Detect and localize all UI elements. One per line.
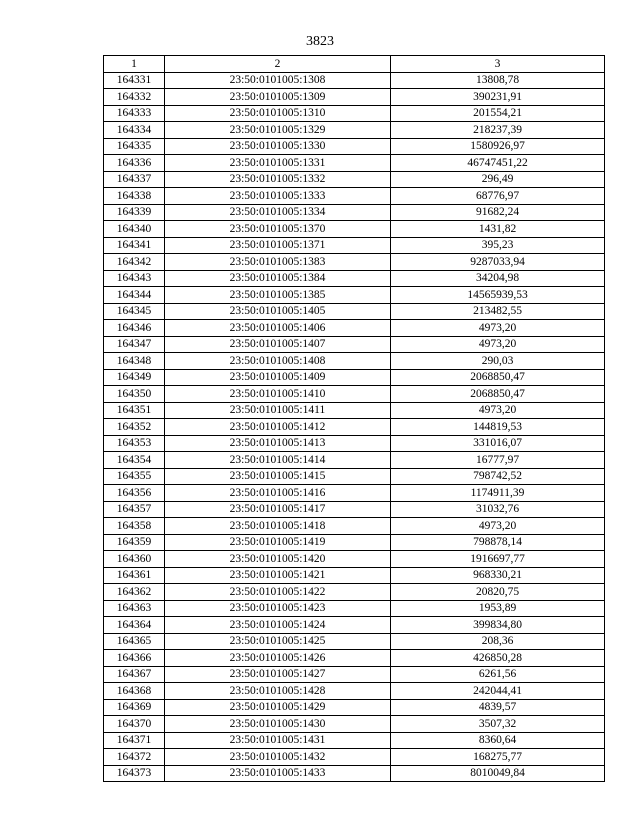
row-number-cell: 164367 [104, 666, 165, 683]
value-cell: 331016,07 [391, 435, 605, 452]
cadastral-number-cell: 23:50:0101005:1422 [165, 584, 391, 601]
value-cell: 8360,64 [391, 732, 605, 749]
table-row [104, 138, 605, 155]
row-number-cell: 164352 [104, 419, 165, 436]
value-cell: 8010049,84 [391, 765, 605, 782]
table-row [104, 402, 605, 419]
cadastral-number-cell: 23:50:0101005:1419 [165, 534, 391, 551]
row-number-cell: 164347 [104, 336, 165, 353]
table-row [104, 765, 605, 782]
table-row [104, 716, 605, 733]
value-cell: 390231,91 [391, 89, 605, 106]
row-number-cell: 164346 [104, 320, 165, 337]
value-cell: 1431,82 [391, 221, 605, 238]
cadastral-number-cell: 23:50:0101005:1405 [165, 303, 391, 320]
value-cell: 218237,39 [391, 122, 605, 139]
row-number-cell: 164373 [104, 765, 165, 782]
table-row [104, 320, 605, 337]
cadastral-number-cell: 23:50:0101005:1332 [165, 171, 391, 188]
value-cell: 2068850,47 [391, 386, 605, 403]
data-table [103, 55, 605, 782]
cadastral-number-cell: 23:50:0101005:1424 [165, 617, 391, 634]
value-cell: 4973,20 [391, 402, 605, 419]
row-number-cell: 164357 [104, 501, 165, 518]
row-number-cell: 164365 [104, 633, 165, 650]
value-cell: 6261,56 [391, 666, 605, 683]
value-cell: 34204,98 [391, 270, 605, 287]
table-row [104, 270, 605, 287]
value-cell: 91682,24 [391, 204, 605, 221]
table-row [104, 518, 605, 535]
table-row [104, 732, 605, 749]
value-cell: 3507,32 [391, 716, 605, 733]
value-cell: 798878,14 [391, 534, 605, 551]
cadastral-number-cell: 23:50:0101005:1421 [165, 567, 391, 584]
row-number-cell: 164353 [104, 435, 165, 452]
cadastral-number-cell: 23:50:0101005:1370 [165, 221, 391, 238]
table-row [104, 650, 605, 667]
column-header-2: 2 [165, 56, 391, 73]
row-number-cell: 164368 [104, 683, 165, 700]
value-cell: 4973,20 [391, 518, 605, 535]
value-cell: 4973,20 [391, 336, 605, 353]
row-number-cell: 164336 [104, 155, 165, 172]
row-number-cell: 164354 [104, 452, 165, 469]
table-row [104, 633, 605, 650]
row-number-cell: 164359 [104, 534, 165, 551]
row-number-cell: 164371 [104, 732, 165, 749]
cadastral-number-cell: 23:50:0101005:1383 [165, 254, 391, 271]
table-row [104, 419, 605, 436]
row-number-cell: 164333 [104, 105, 165, 122]
cadastral-number-cell: 23:50:0101005:1411 [165, 402, 391, 419]
cadastral-number-cell: 23:50:0101005:1408 [165, 353, 391, 370]
table-row [104, 171, 605, 188]
cadastral-number-cell: 23:50:0101005:1414 [165, 452, 391, 469]
table-row [104, 666, 605, 683]
row-number-cell: 164363 [104, 600, 165, 617]
table-row [104, 468, 605, 485]
table-row [104, 749, 605, 766]
cadastral-number-cell: 23:50:0101005:1418 [165, 518, 391, 535]
table-row [104, 452, 605, 469]
cadastral-number-cell: 23:50:0101005:1420 [165, 551, 391, 568]
row-number-cell: 164339 [104, 204, 165, 221]
value-cell: 2068850,47 [391, 369, 605, 386]
value-cell: 13808,78 [391, 72, 605, 89]
value-cell: 290,03 [391, 353, 605, 370]
value-cell: 1174911,39 [391, 485, 605, 502]
value-cell: 144819,53 [391, 419, 605, 436]
table-row [104, 485, 605, 502]
row-number-cell: 164332 [104, 89, 165, 106]
table-row [104, 155, 605, 172]
value-cell: 968330,21 [391, 567, 605, 584]
table-row [104, 72, 605, 89]
row-number-cell: 164335 [104, 138, 165, 155]
value-cell: 242044,41 [391, 683, 605, 700]
row-number-cell: 164366 [104, 650, 165, 667]
value-cell: 208,36 [391, 633, 605, 650]
row-number-cell: 164334 [104, 122, 165, 139]
table-row [104, 501, 605, 518]
value-cell: 213482,55 [391, 303, 605, 320]
table-row [104, 237, 605, 254]
cadastral-number-cell: 23:50:0101005:1330 [165, 138, 391, 155]
cadastral-number-cell: 23:50:0101005:1428 [165, 683, 391, 700]
table-row [104, 89, 605, 106]
cadastral-number-cell: 23:50:0101005:1432 [165, 749, 391, 766]
cadastral-number-cell: 23:50:0101005:1425 [165, 633, 391, 650]
row-number-cell: 164362 [104, 584, 165, 601]
value-cell: 4839,57 [391, 699, 605, 716]
cadastral-number-cell: 23:50:0101005:1433 [165, 765, 391, 782]
table-row [104, 303, 605, 320]
column-header-1: 1 [104, 56, 165, 73]
row-number-cell: 164348 [104, 353, 165, 370]
table-row [104, 551, 605, 568]
cadastral-number-cell: 23:50:0101005:1426 [165, 650, 391, 667]
cadastral-number-cell: 23:50:0101005:1333 [165, 188, 391, 205]
row-number-cell: 164349 [104, 369, 165, 386]
cadastral-number-cell: 23:50:0101005:1417 [165, 501, 391, 518]
table-row [104, 105, 605, 122]
cadastral-number-cell: 23:50:0101005:1431 [165, 732, 391, 749]
table-row [104, 287, 605, 304]
cadastral-number-cell: 23:50:0101005:1429 [165, 699, 391, 716]
row-number-cell: 164351 [104, 402, 165, 419]
value-cell: 399834,80 [391, 617, 605, 634]
value-cell: 1953,89 [391, 600, 605, 617]
value-cell: 168275,77 [391, 749, 605, 766]
table-row [104, 122, 605, 139]
value-cell: 395,23 [391, 237, 605, 254]
row-number-cell: 164340 [104, 221, 165, 238]
row-number-cell: 164361 [104, 567, 165, 584]
cadastral-number-cell: 23:50:0101005:1334 [165, 204, 391, 221]
row-number-cell: 164350 [104, 386, 165, 403]
row-number-cell: 164343 [104, 270, 165, 287]
cadastral-number-cell: 23:50:0101005:1329 [165, 122, 391, 139]
value-cell: 20820,75 [391, 584, 605, 601]
table-row [104, 254, 605, 271]
row-number-cell: 164344 [104, 287, 165, 304]
table-row [104, 336, 605, 353]
table-row [104, 353, 605, 370]
table-header [104, 56, 605, 73]
row-number-cell: 164356 [104, 485, 165, 502]
table-row [104, 435, 605, 452]
value-cell: 16777,97 [391, 452, 605, 469]
value-cell: 426850,28 [391, 650, 605, 667]
value-cell: 46747451,22 [391, 155, 605, 172]
table-row [104, 567, 605, 584]
cadastral-number-cell: 23:50:0101005:1413 [165, 435, 391, 452]
cadastral-number-cell: 23:50:0101005:1416 [165, 485, 391, 502]
row-number-cell: 164358 [104, 518, 165, 535]
cadastral-number-cell: 23:50:0101005:1412 [165, 419, 391, 436]
table-body [104, 72, 605, 782]
value-cell: 9287033,94 [391, 254, 605, 271]
value-cell: 31032,76 [391, 501, 605, 518]
table-row [104, 386, 605, 403]
cadastral-number-cell: 23:50:0101005:1331 [165, 155, 391, 172]
table-row [104, 369, 605, 386]
table-header-row [104, 56, 605, 73]
table-row [104, 683, 605, 700]
value-cell: 1916697,77 [391, 551, 605, 568]
row-number-cell: 164372 [104, 749, 165, 766]
value-cell: 798742,52 [391, 468, 605, 485]
cadastral-number-cell: 23:50:0101005:1423 [165, 600, 391, 617]
table-row [104, 600, 605, 617]
cadastral-number-cell: 23:50:0101005:1430 [165, 716, 391, 733]
value-cell: 296,49 [391, 171, 605, 188]
table-row [104, 584, 605, 601]
table-row [104, 221, 605, 238]
cadastral-number-cell: 23:50:0101005:1409 [165, 369, 391, 386]
cadastral-number-cell: 23:50:0101005:1385 [165, 287, 391, 304]
row-number-cell: 164341 [104, 237, 165, 254]
value-cell: 68776,97 [391, 188, 605, 205]
row-number-cell: 164342 [104, 254, 165, 271]
cadastral-number-cell: 23:50:0101005:1310 [165, 105, 391, 122]
cadastral-number-cell: 23:50:0101005:1427 [165, 666, 391, 683]
value-cell: 201554,21 [391, 105, 605, 122]
table-row [104, 617, 605, 634]
value-cell: 4973,20 [391, 320, 605, 337]
cadastral-number-cell: 23:50:0101005:1415 [165, 468, 391, 485]
column-header-3: 3 [391, 56, 605, 73]
table-row [104, 188, 605, 205]
row-number-cell: 164360 [104, 551, 165, 568]
row-number-cell: 164369 [104, 699, 165, 716]
row-number-cell: 164331 [104, 72, 165, 89]
cadastral-number-cell: 23:50:0101005:1371 [165, 237, 391, 254]
cadastral-number-cell: 23:50:0101005:1309 [165, 89, 391, 106]
row-number-cell: 164355 [104, 468, 165, 485]
row-number-cell: 164370 [104, 716, 165, 733]
page-number: 3823 [306, 34, 334, 49]
cadastral-number-cell: 23:50:0101005:1406 [165, 320, 391, 337]
table-row [104, 204, 605, 221]
row-number-cell: 164345 [104, 303, 165, 320]
row-number-cell: 164364 [104, 617, 165, 634]
cadastral-number-cell: 23:50:0101005:1407 [165, 336, 391, 353]
value-cell: 14565939,53 [391, 287, 605, 304]
row-number-cell: 164338 [104, 188, 165, 205]
cadastral-number-cell: 23:50:0101005:1410 [165, 386, 391, 403]
cadastral-number-cell: 23:50:0101005:1308 [165, 72, 391, 89]
row-number-cell: 164337 [104, 171, 165, 188]
value-cell: 1580926,97 [391, 138, 605, 155]
table-row [104, 699, 605, 716]
cadastral-number-cell: 23:50:0101005:1384 [165, 270, 391, 287]
table-row [104, 534, 605, 551]
